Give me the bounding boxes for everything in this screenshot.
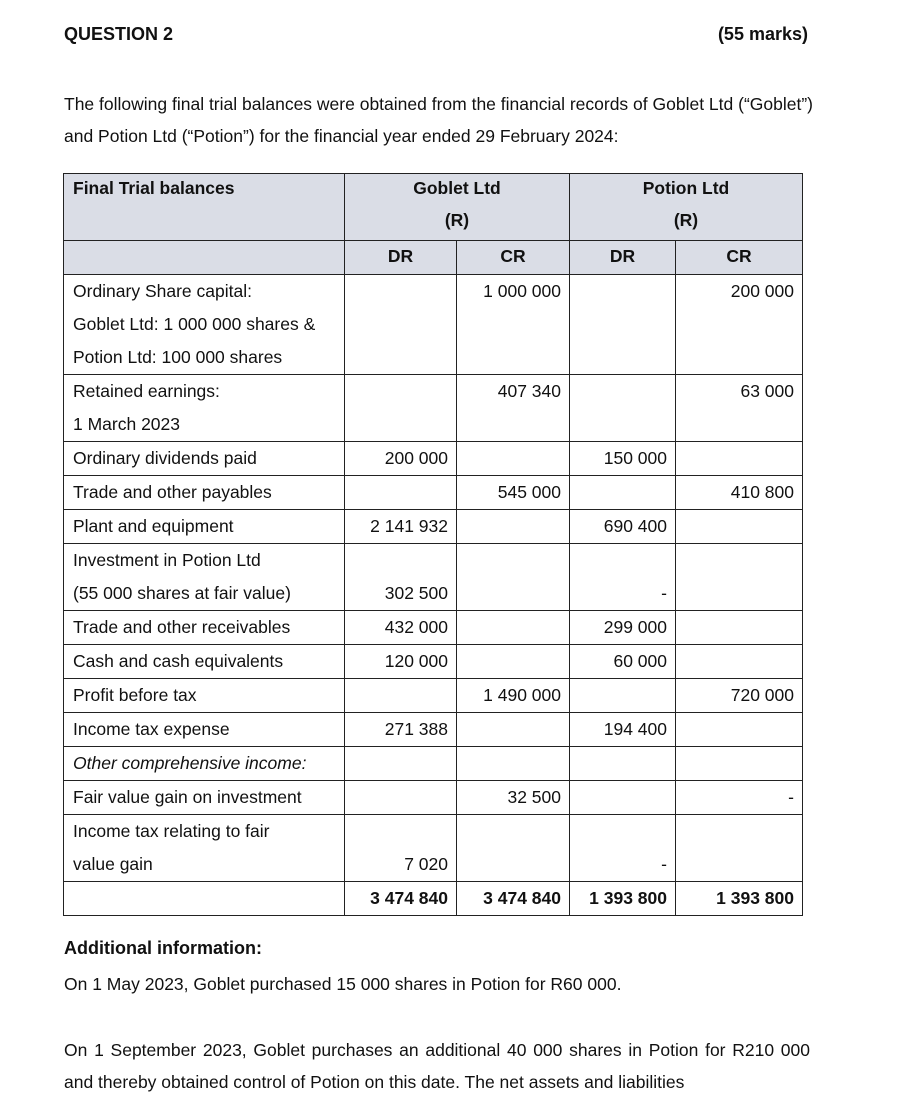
cell-g-dr bbox=[345, 815, 457, 882]
cell-p-cr bbox=[676, 645, 803, 679]
goblet-cr-header: CR bbox=[457, 241, 570, 275]
cell-p-dr bbox=[570, 510, 676, 544]
row-label bbox=[64, 645, 345, 679]
cell-g-cr bbox=[457, 679, 570, 713]
table-row bbox=[64, 781, 803, 815]
cell-g-dr bbox=[345, 275, 457, 375]
additional-para-2: On 1 September 2023, Goblet purchases an additional 40 000 shares in Potion for R210 000 and thereby obtained control of Potion on this date. The net assets and liabilities bbox=[64, 1040, 810, 1092]
row-label bbox=[64, 747, 345, 781]
cell-g-cr bbox=[457, 442, 570, 476]
cell-value: 32 500 bbox=[507, 787, 561, 807]
table-row bbox=[64, 476, 803, 510]
cell-p-dr bbox=[570, 815, 676, 882]
table-row bbox=[64, 645, 803, 679]
table-row bbox=[64, 510, 803, 544]
table-header-row bbox=[64, 174, 803, 241]
table-title-cell bbox=[64, 174, 345, 241]
potion-name: Potion Ltd bbox=[642, 178, 730, 198]
cell-g-dr bbox=[345, 510, 457, 544]
cell-value: 545 000 bbox=[497, 482, 561, 502]
cell-p-cr bbox=[676, 781, 803, 815]
row-label-line: Ordinary Share capital: bbox=[73, 281, 252, 301]
table-row bbox=[64, 375, 803, 442]
row-label bbox=[64, 544, 345, 611]
row-label-line: 1 March 2023 bbox=[73, 414, 181, 434]
row-label-line: Trade and other receivables bbox=[73, 617, 291, 637]
cell-p-dr bbox=[570, 679, 676, 713]
potion-cr-header: CR bbox=[676, 241, 803, 275]
row-label bbox=[64, 476, 345, 510]
row-label-line: (55 000 shares at fair value) bbox=[73, 583, 291, 603]
cell-value: 120 000 bbox=[384, 651, 448, 671]
row-label-line: Plant and equipment bbox=[73, 516, 234, 536]
total-goblet-cr: 3 474 840 bbox=[457, 882, 570, 916]
intro-paragraph: The following final trial balances were obtained from the financial records of Goblet Ltd (“Goblet”) and Potion Ltd (“Potion”) for the financial year ended 29 February 2024: bbox=[64, 94, 813, 146]
cell-p-dr bbox=[570, 645, 676, 679]
cell-value: 60 000 bbox=[613, 651, 667, 671]
additional-para-1: On 1 May 2023, Goblet purchased 15 000 shares in Potion for R60 000. bbox=[64, 974, 622, 994]
goblet-dr-header: DR bbox=[345, 241, 457, 275]
cell-value: 299 000 bbox=[603, 617, 667, 637]
cell-value: - bbox=[661, 854, 667, 874]
table-row bbox=[64, 442, 803, 476]
cell-g-cr bbox=[457, 747, 570, 781]
potion-unit: (R) bbox=[673, 210, 699, 230]
cell-g-dr bbox=[345, 611, 457, 645]
cell-value: 432 000 bbox=[384, 617, 448, 637]
dr-cr-header-row bbox=[64, 241, 803, 275]
total-goblet-dr: 3 474 840 bbox=[345, 882, 457, 916]
cell-g-dr bbox=[345, 747, 457, 781]
cell-value: - bbox=[788, 787, 794, 807]
cell-value: 720 000 bbox=[730, 685, 794, 705]
row-label-line: Goblet Ltd: 1 000 000 shares & bbox=[73, 314, 316, 334]
row-label bbox=[64, 510, 345, 544]
row-label-line: Fair value gain on investment bbox=[73, 787, 302, 807]
cell-value: - bbox=[661, 583, 667, 603]
row-label bbox=[64, 713, 345, 747]
totals-row bbox=[64, 882, 803, 916]
cell-p-dr bbox=[570, 611, 676, 645]
cell-value: 194 400 bbox=[603, 719, 667, 739]
cell-p-cr bbox=[676, 611, 803, 645]
table-row bbox=[64, 679, 803, 713]
cell-g-cr bbox=[457, 815, 570, 882]
cell-g-cr bbox=[457, 781, 570, 815]
total-potion-dr: 1 393 800 bbox=[570, 882, 676, 916]
table-row bbox=[64, 611, 803, 645]
cell-p-dr bbox=[570, 747, 676, 781]
goblet-unit: (R) bbox=[444, 210, 470, 230]
cell-value: 200 000 bbox=[730, 281, 794, 301]
cell-p-cr bbox=[676, 679, 803, 713]
row-label bbox=[64, 442, 345, 476]
blank-header-cell bbox=[64, 241, 345, 275]
cell-g-cr bbox=[457, 544, 570, 611]
cell-p-cr bbox=[676, 815, 803, 882]
row-label-line: Cash and cash equivalents bbox=[73, 651, 284, 671]
potion-header bbox=[570, 174, 803, 241]
row-label bbox=[64, 611, 345, 645]
cell-g-dr bbox=[345, 375, 457, 442]
cell-p-dr bbox=[570, 476, 676, 510]
row-label bbox=[64, 679, 345, 713]
cell-g-dr bbox=[345, 713, 457, 747]
cell-p-dr bbox=[570, 275, 676, 375]
totals-label-cell bbox=[64, 882, 345, 916]
row-label-line: value gain bbox=[73, 854, 153, 874]
cell-g-cr bbox=[457, 645, 570, 679]
trial-balance-table bbox=[63, 173, 803, 916]
row-label-line: Investment in Potion Ltd bbox=[73, 550, 261, 570]
table-body bbox=[64, 275, 803, 882]
row-label bbox=[64, 781, 345, 815]
cell-p-cr bbox=[676, 544, 803, 611]
cell-value: 150 000 bbox=[603, 448, 667, 468]
cell-value: 302 500 bbox=[384, 583, 448, 603]
row-label bbox=[64, 275, 345, 375]
additional-info-title: Additional information: bbox=[64, 938, 262, 958]
goblet-header bbox=[345, 174, 570, 241]
goblet-name: Goblet Ltd bbox=[413, 178, 501, 198]
cell-g-dr bbox=[345, 476, 457, 510]
cell-p-cr bbox=[676, 747, 803, 781]
cell-value: 1 490 000 bbox=[483, 685, 561, 705]
cell-value: 63 000 bbox=[740, 381, 794, 401]
cell-g-dr bbox=[345, 781, 457, 815]
cell-value: 1 000 000 bbox=[483, 281, 561, 301]
table-row bbox=[64, 815, 803, 882]
cell-p-dr bbox=[570, 713, 676, 747]
row-label bbox=[64, 375, 345, 442]
cell-p-cr bbox=[676, 510, 803, 544]
row-label-line: Trade and other payables bbox=[73, 482, 272, 502]
table-title: Final Trial balances bbox=[73, 178, 235, 198]
row-label bbox=[64, 815, 345, 882]
cell-p-cr bbox=[676, 375, 803, 442]
cell-value: 7 020 bbox=[404, 854, 448, 874]
table-row bbox=[64, 747, 803, 781]
cell-g-cr bbox=[457, 713, 570, 747]
cell-g-cr bbox=[457, 510, 570, 544]
row-label-line: Profit before tax bbox=[73, 685, 197, 705]
cell-g-cr bbox=[457, 375, 570, 442]
question-title: QUESTION 2 bbox=[64, 24, 174, 44]
cell-p-cr bbox=[676, 442, 803, 476]
row-label-line: Ordinary dividends paid bbox=[73, 448, 257, 468]
potion-dr-header: DR bbox=[570, 241, 676, 275]
row-label-line: Retained earnings: bbox=[73, 381, 220, 401]
cell-p-cr bbox=[676, 713, 803, 747]
cell-g-dr bbox=[345, 442, 457, 476]
cell-g-dr bbox=[345, 544, 457, 611]
row-label-line: Income tax relating to fair bbox=[73, 821, 270, 841]
cell-g-dr bbox=[345, 645, 457, 679]
cell-p-dr bbox=[570, 781, 676, 815]
cell-g-cr bbox=[457, 275, 570, 375]
cell-g-dr bbox=[345, 679, 457, 713]
cell-g-cr bbox=[457, 476, 570, 510]
cell-p-dr bbox=[570, 442, 676, 476]
cell-value: 690 400 bbox=[603, 516, 667, 536]
question-header bbox=[64, 24, 808, 45]
table-row bbox=[64, 275, 803, 375]
cell-g-cr bbox=[457, 611, 570, 645]
cell-value: 2 141 932 bbox=[370, 516, 448, 536]
cell-value: 200 000 bbox=[384, 448, 448, 468]
row-label-line: Other comprehensive income: bbox=[73, 753, 307, 773]
cell-p-dr bbox=[570, 544, 676, 611]
cell-value: 410 800 bbox=[730, 482, 794, 502]
question-marks: (55 marks) bbox=[717, 24, 808, 44]
row-label-line: Income tax expense bbox=[73, 719, 230, 739]
cell-p-cr bbox=[676, 476, 803, 510]
total-potion-cr: 1 393 800 bbox=[676, 882, 803, 916]
table-row bbox=[64, 544, 803, 611]
cell-value: 271 388 bbox=[384, 719, 448, 739]
table-row bbox=[64, 713, 803, 747]
row-label-line: Potion Ltd: 100 000 shares bbox=[73, 347, 283, 367]
cell-p-dr bbox=[570, 375, 676, 442]
cell-p-cr bbox=[676, 275, 803, 375]
cell-value: 407 340 bbox=[497, 381, 561, 401]
